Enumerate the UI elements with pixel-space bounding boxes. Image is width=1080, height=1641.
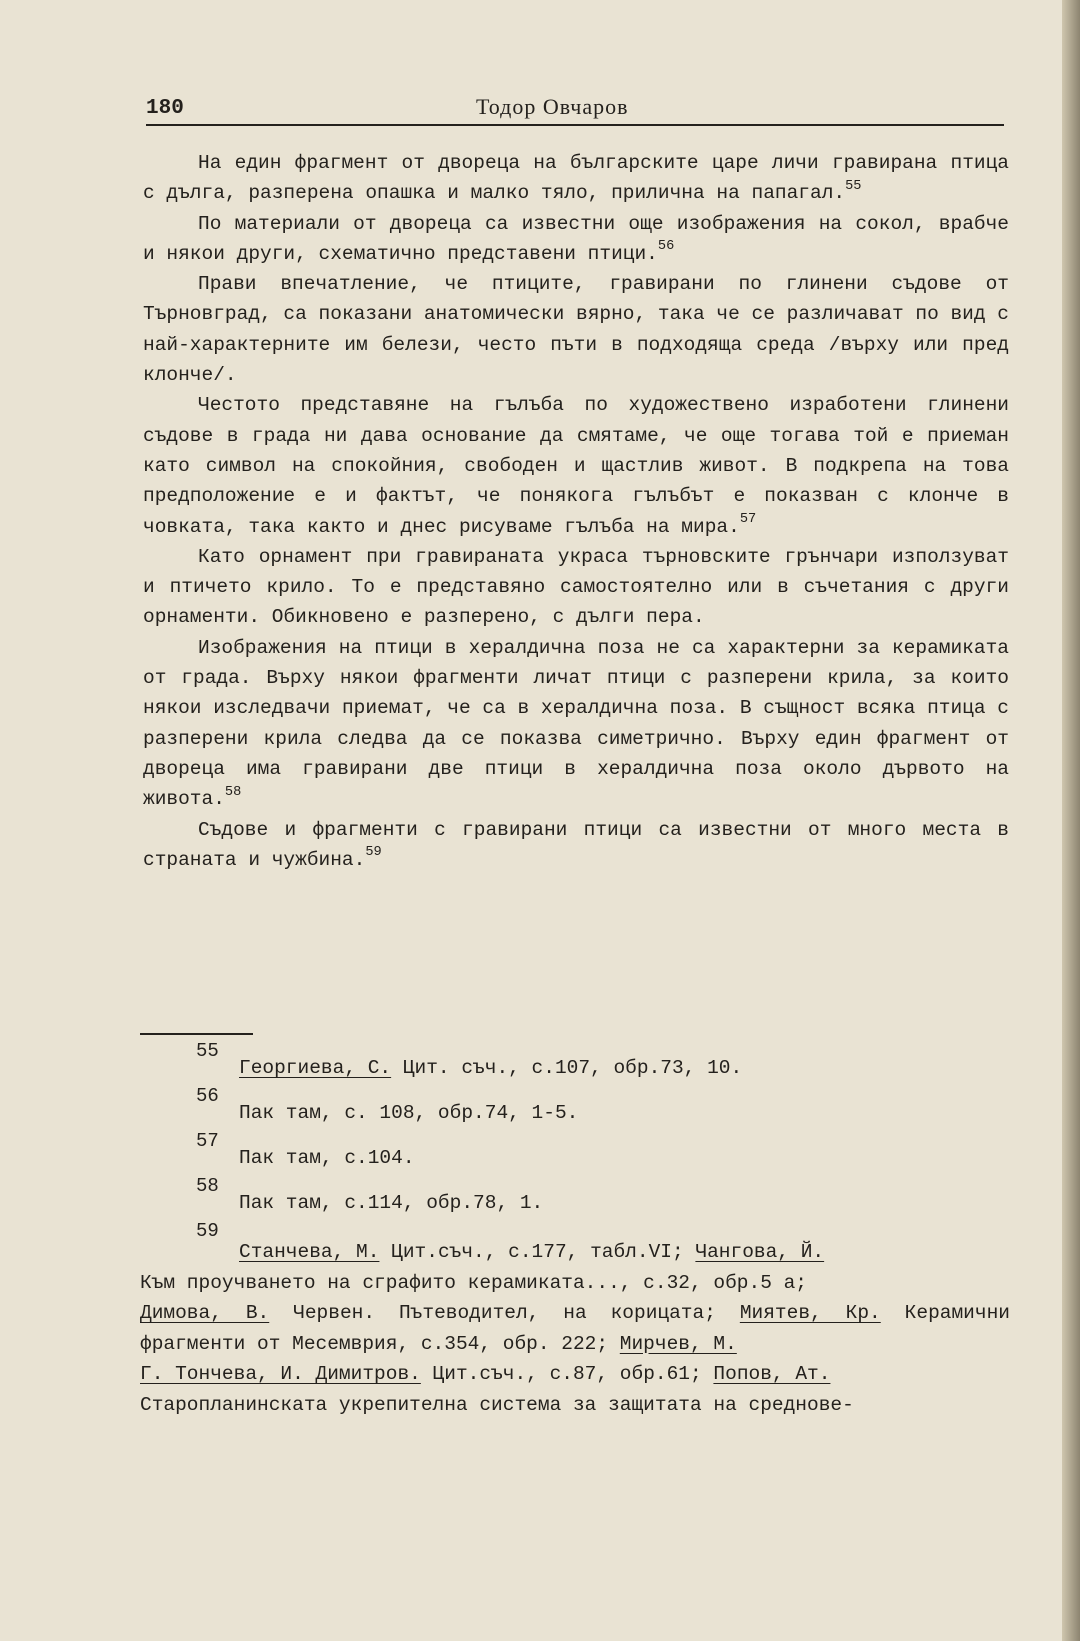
footnote-ref[interactable]: 58	[224, 784, 242, 800]
running-head: Тодор Овчаров	[476, 94, 629, 119]
author-name: Попов, Ат.	[713, 1363, 831, 1385]
footnote-55: 55 Георгиева, С. Цит. съч., с.107, обр.73, 10.	[196, 1040, 743, 1079]
footnote-text: Пак там, с.114, обр.78, 1.	[239, 1192, 544, 1214]
footnote-number: 59	[196, 1220, 219, 1242]
author-name: Г. Тончева, И. Димитров.	[140, 1363, 421, 1385]
paragraph: Изображения на птици в хералдична поза не са характерни за керамиката от града. Върху някои фрагменти личат птици с разперени крила, за които някои изследвачи приемат, че са в хералдична поза. В същност всяка птица с разперени крила следва да се показва симетрично. Върху един фрагмент от двореца има гравирани две птици в хералдична поза около дървото на живота.$^{58}$	[143, 636, 1009, 811]
author-name: Миятев, Кр.	[739, 1302, 881, 1324]
footnote-ref[interactable]: 59	[365, 845, 382, 861]
paragraph: Като орнамент при гравираната украса търновските грънчари използуват и птичето крило. То е представяно самостоятелно или в съчетания с други орнаменти. Обикновено е разперено, с дълги пера.	[143, 545, 1009, 629]
paragraph: Честото представяне на гълъба по художествено изработени глинени съдове в града ни дава основание да смятаме, че още тогава той е приеман като символ на спокойния, свободен и щастлив живот. В подкрепа на това предположение е и фактът, че понякога гълъбът е показван с клонче в човката, така както и днес рисуваме гълъба на мира.$^{57}$	[143, 394, 1009, 538]
author-name: Димова, В.	[140, 1302, 270, 1324]
main-text	[143, 148, 1009, 875]
footnote-ref[interactable]: 57	[739, 512, 757, 528]
page-edge	[1062, 0, 1080, 1641]
author-name: Станчева, М.	[239, 1241, 380, 1263]
footnote-58	[140, 1175, 1010, 1220]
footnote-number: 56	[196, 1085, 219, 1107]
footnotes	[140, 1040, 1010, 1420]
footnote-divider	[140, 1033, 253, 1035]
footnote-text: Пак там, с.104.	[239, 1147, 415, 1169]
paragraph: По материали от двореца са известни още изображения на сокол, врабче и някои други, схематично представени птици.$^{56}$	[143, 212, 1009, 265]
page-number: 180	[146, 97, 184, 120]
footnote-number: 57	[196, 1130, 219, 1152]
footnote-number: 58	[196, 1175, 219, 1197]
footnote-number: 55	[196, 1040, 219, 1062]
author-name: Георгиева, С.	[239, 1057, 392, 1079]
paragraph: Съдове и фрагменти с гравирани птици са известни от много места в страната и чужбина.$^{59}$	[143, 818, 1009, 871]
footnote-ref[interactable]: 56	[657, 239, 675, 255]
footnote-text: Пак там, с. 108, обр.74, 1-5.	[239, 1102, 579, 1124]
footnote-56	[140, 1085, 1010, 1130]
footnote-57	[140, 1130, 1010, 1175]
author-name: Чангова, Й.	[695, 1241, 825, 1263]
paragraph: Прави впечатление, че птиците, гравирани по глинени съдове от Търновград, са показани анатомически вярно, така че се различават по вид с най-характерните им белези, често пъти в подходяща среда /върху или пред клонче/.	[143, 273, 1009, 387]
footnote-59: 59 Станчева, М. Цит.съч., с.177, табл.VI; Чангова, Й. Към проучването на сграфито керамиката..., с.32, обр.5 а; Димова, В. Червен. Пътеводител, на корицата; Миятев, Кр. Керамични фрагменти от Месемврия, с.354, обр. 222; Мирчев, М. Г. Тончева, И. Димитров. Цит.съч., с.87, обр.61; Попов, Ат. Старопланинската укрепителна система за защитата на средновe-	[140, 1220, 1010, 1416]
page-header	[146, 92, 1004, 126]
footnote-ref[interactable]: 55	[845, 178, 862, 194]
author-name: Мирчев, М.	[619, 1332, 737, 1355]
paragraph: На един фрагмент от двореца на българските царе личи гравирана птица с дълга, разперена опашка и малко тяло, прилична на папагал.$^{55}$	[143, 152, 1009, 205]
